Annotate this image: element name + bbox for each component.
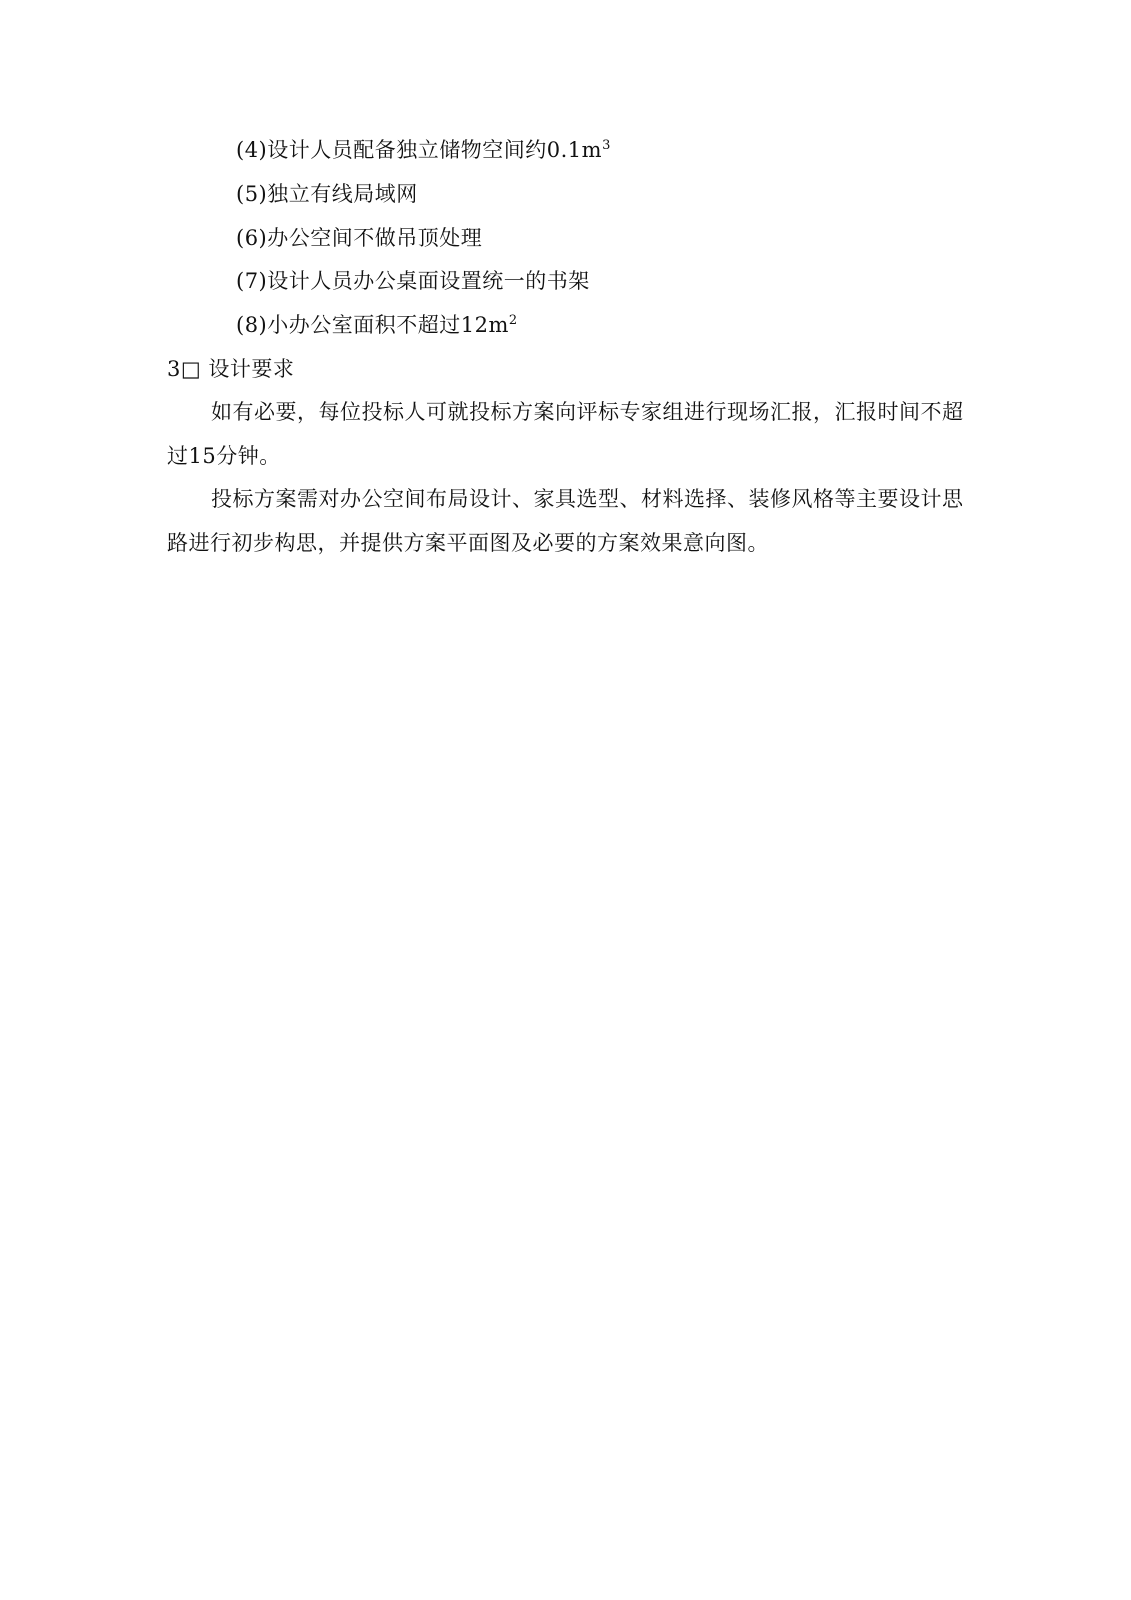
paragraph-2-line-2: 路进行初步构思，并提供方案平面图及必要的方案效果意向图。 [167,531,769,555]
requirement-item-8 [236,311,518,339]
requirement-text: (7)设计人员办公桌面设置统一的书架 [236,269,590,293]
paragraph-1-line-2: 过15分钟。 [167,444,281,468]
requirement-text: (6)办公空间不做吊顶处理 [236,226,483,250]
section-heading: 3□ 设计要求 [167,357,295,381]
paragraph-2-line-1: 投标方案需对办公空间布局设计、家具选型、材料选择、装修风格等主要设计思 [211,487,964,511]
superscript-exponent: 3 [602,138,611,153]
requirement-item-4 [236,136,611,164]
superscript-exponent: 2 [508,313,518,328]
requirement-item-7 [236,267,590,295]
requirement-text: (5)独立有线局域网 [236,182,418,206]
requirement-text: (4)设计人员配备独立储物空间约0.1m [236,138,603,162]
requirement-item-5 [236,180,418,208]
paragraph-1-line-1: 如有必要，每位投标人可就投标方案向评标专家组进行现场汇报，汇报时间不超 [211,400,964,424]
requirement-text: (8)小办公室面积不超过12m [236,313,509,337]
requirement-item-6 [236,224,482,252]
